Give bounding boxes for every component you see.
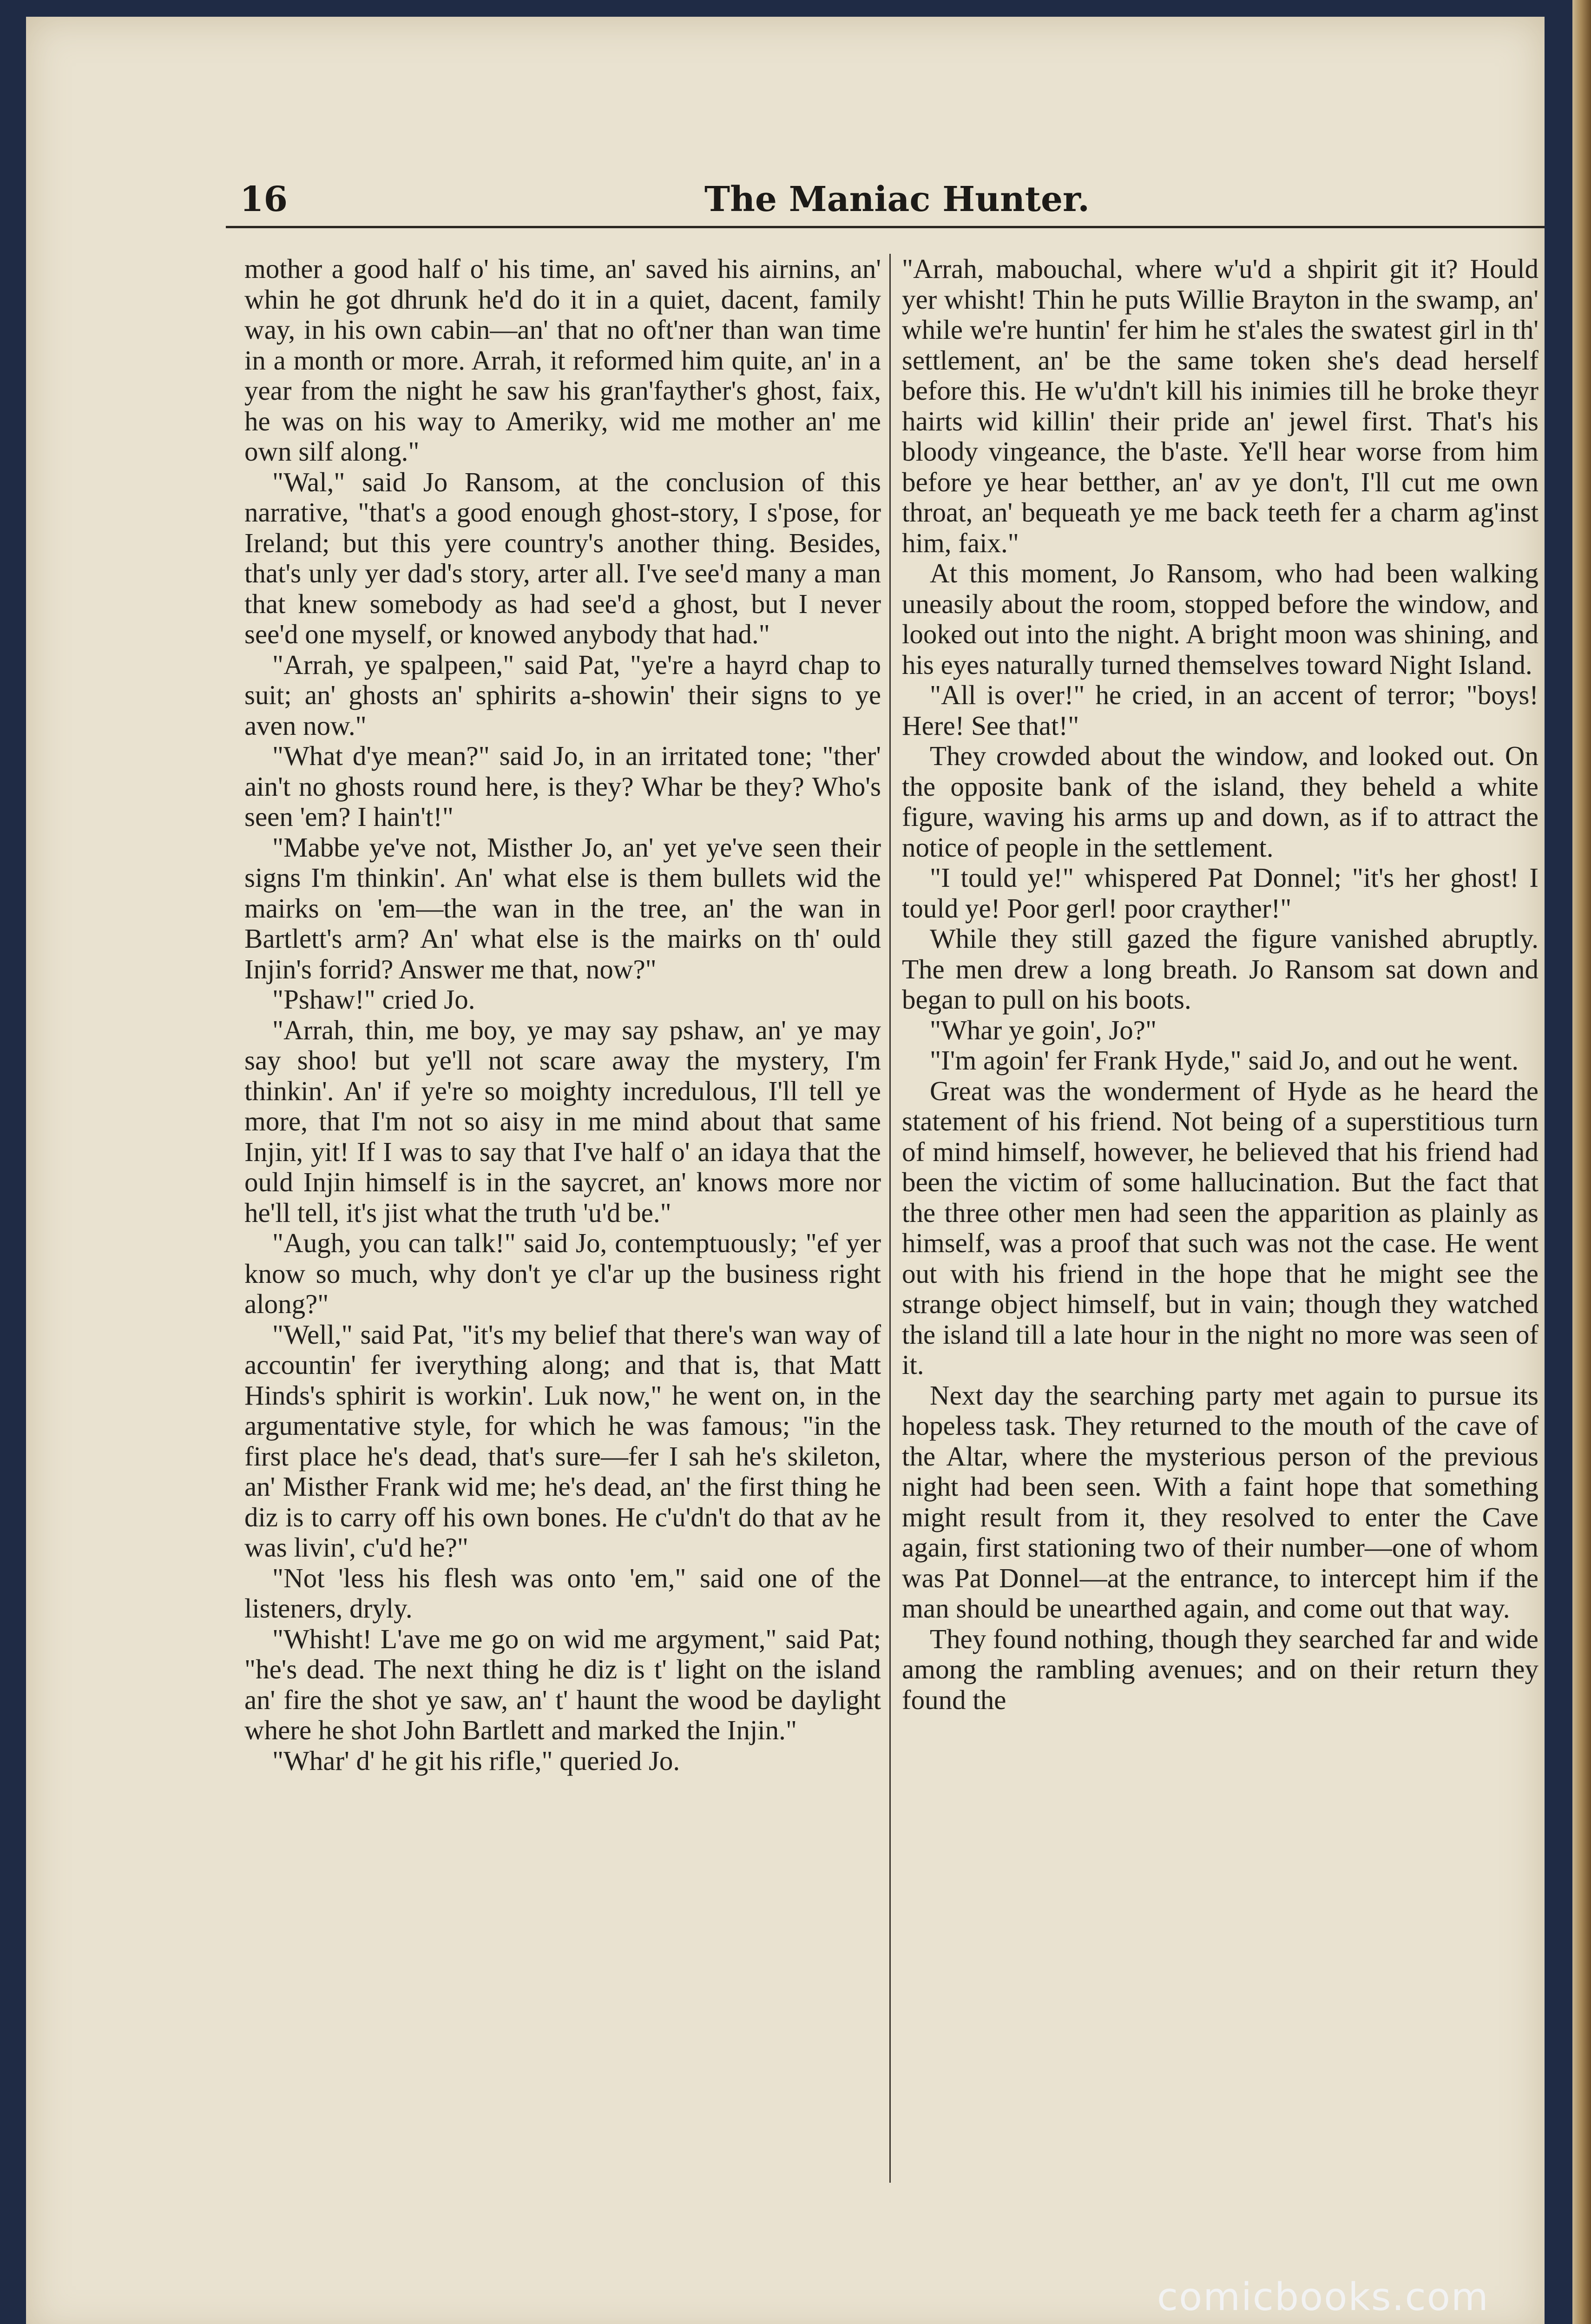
paragraph: "Pshaw!" cried Jo.: [272, 984, 475, 1015]
paragraph: Great was the wonderment of Hyde as he heard the statement of his friend. Not being of a superstitious turn of mind himself, however, he believed that his friend had been the victim of some hallucination. But the fact that the three other men had seen the apparition as plainly as himself, was a proof that such was not the case. He went out with his friend in the hope that he might see the strange object himself, but in vain; though they watched the island till a late hour in the night no more was seen of it.: [902, 1075, 1538, 1380]
paragraph: "Augh, you can talk!" said Jo, contemptuously; "ef yer know so much, why don't ye cl'ar up the business right along?": [244, 1228, 881, 1319]
page-header: [226, 170, 1545, 228]
paragraph: "Wal," said Jo Ransom, at the conclusion of this narrative, "that's a good enough ghost-story, I s'pose, for Ireland; but this yere country's another thing. Besides, that's unly yer dad's story, arter all. I've see'd many a man that knew somebody as had see'd a ghost, but I never see'd one myself, or knowed anybody that had.": [244, 466, 881, 649]
paragraph: "What d'ye mean?" said Jo, in an irritated tone; "ther' ain't no ghosts round here, is they? Whar be they? Who's seen 'em? I hain't!": [244, 740, 881, 832]
column-divider: [889, 254, 891, 2183]
paragraph: "Not 'less his flesh was onto 'em," said one of the listeners, dryly.: [244, 1562, 881, 1624]
paragraph: "I tould ye!" whispered Pat Donnel; "it's her ghost! I tould ye! Poor gerl! poor crayther!": [902, 862, 1538, 924]
paragraph: They crowded about the window, and looked out. On the opposite bank of the island, they beheld a white figure, waving his arms up and down, as if to attract the notice of people in the settlement.: [902, 740, 1538, 863]
paragraph: "Arrah, thin, me boy, ye may say pshaw, an' ye may say shoo! but ye'll not scare away the mystery, I'm thinkin'. An' if ye're so moighty incredulous, I'll tell ye more, that I'm not so aisy in me mind about that same Injin, yit! If I was to say that I've half o' an idaya that the ould Injin himself is in the saycret, an' knows more nor he'll tell, it's jist what the truth 'u'd be.": [244, 1014, 881, 1228]
paragraph: They found nothing, though they searched far and wide among the rambling avenues; and on their return they found the: [902, 1623, 1538, 1715]
paragraph: "Arrah, ye spalpeen," said Pat, "ye're a hayrd chap to suit; an' ghosts an' sphirits a-showin' their signs to ye aven now.": [244, 649, 881, 741]
paragraph: "Whar' d' he git his rifle," queried Jo.: [272, 1745, 680, 1776]
paragraph: "All is over!" he cried, in an accent of terror; "boys! Here! See that!": [902, 680, 1538, 741]
site-watermark: comicbooks.com: [1157, 2275, 1489, 2319]
running-title: The Maniac Hunter.: [704, 179, 1090, 219]
page-number: 16: [240, 179, 288, 219]
book-edge: [1572, 0, 1591, 2324]
book-page: [26, 17, 1545, 2324]
paragraph: "Arrah, mabouchal, where w'u'd a shpirit git it? Hould yer whisht! Thin he puts Willie Brayton in the swamp, an' while we're huntin' fer him he st'ales the swatest girl in th' settlement, an' be the same token she's dead herself before this. He w'u'dn't kill his inimies till he broke theyr hairts wid killin' their pride an' jewel first. That's his bloody vingeance, the b'aste. Ye'll hear worse from him before ye hear betther, an' av ye don't, I'll cut me own throat, an' bequeath ye me back teeth fer a charm ag'inst him, faix.": [902, 253, 1538, 558]
paragraph: "Mabbe ye've not, Misther Jo, an' yet ye've seen their signs I'm thinkin'. An' what else is them bullets wid the mairks on 'em—the wan in the tree, an' the wan in Bartlett's arm? An' what else is the mairks on th' ould Injin's forrid? Answer me that, now?": [244, 832, 881, 984]
paragraph: "Whisht! L'ave me go on wid me argyment," said Pat; "he's dead. The next thing he diz is t' light on the island an' fire the shot ye saw, an' t' haunt the wood be daylight where he shot John Bartlett and marked the Injin.": [244, 1623, 881, 1745]
paragraph: "Well," said Pat, "it's my belief that there's wan way of accountin' fer iverything along; and that is, that Matt Hinds's sphirit is workin'. Luk now," he went on, in the argumentative style, for which he was famous; "in the first place he's dead, that's sure—fer I sah he's skileton, an' Misther Frank wid me; he's dead, an' the first thing he diz is to carry off his own bones. He c'u'dn't do that av he was livin', c'u'd he?": [244, 1319, 881, 1563]
right-column: [902, 254, 1538, 1715]
paragraph: At this moment, Jo Ransom, who had been walking uneasily about the room, stopped before the window, and looked out into the night. A bright moon was shining, and his eyes naturally turned themselves toward Night Island.: [902, 558, 1538, 680]
left-column: [244, 254, 881, 1776]
paragraph: Next day the searching party met again to pursue its hopeless task. They returned to the mouth of the cave of the Altar, where the mysterious person of the previous night had been seen. With a faint hope that something might result from it, they resolved to enter the Cave again, first stationing two of their number—one of whom was Pat Donnel—at the entrance, to intercept him if the man should be unearthed again, and come out that way.: [902, 1380, 1538, 1624]
paragraph: "Whar ye goin', Jo?": [930, 1014, 1157, 1045]
paragraph: mother a good half o' his time, an' saved his airnins, an' whin he got dhrunk he'd do it in a quiet, dacent, family way, in his own cabin—an' that no oft'ner than wan time in a month or more. Arrah, it reformed him quite, an' in a year from the night he saw his gran'fayther's ghost, faix, he was on his way to Ameriky, wid me mother an' me own silf along.": [244, 253, 881, 467]
paragraph: While they still gazed the figure vanished abruptly. The men drew a long breath. Jo Ransom sat down and began to pull on his boots.: [902, 923, 1538, 1015]
paragraph: "I'm agoin' fer Frank Hyde," said Jo, and out he went.: [930, 1045, 1519, 1076]
